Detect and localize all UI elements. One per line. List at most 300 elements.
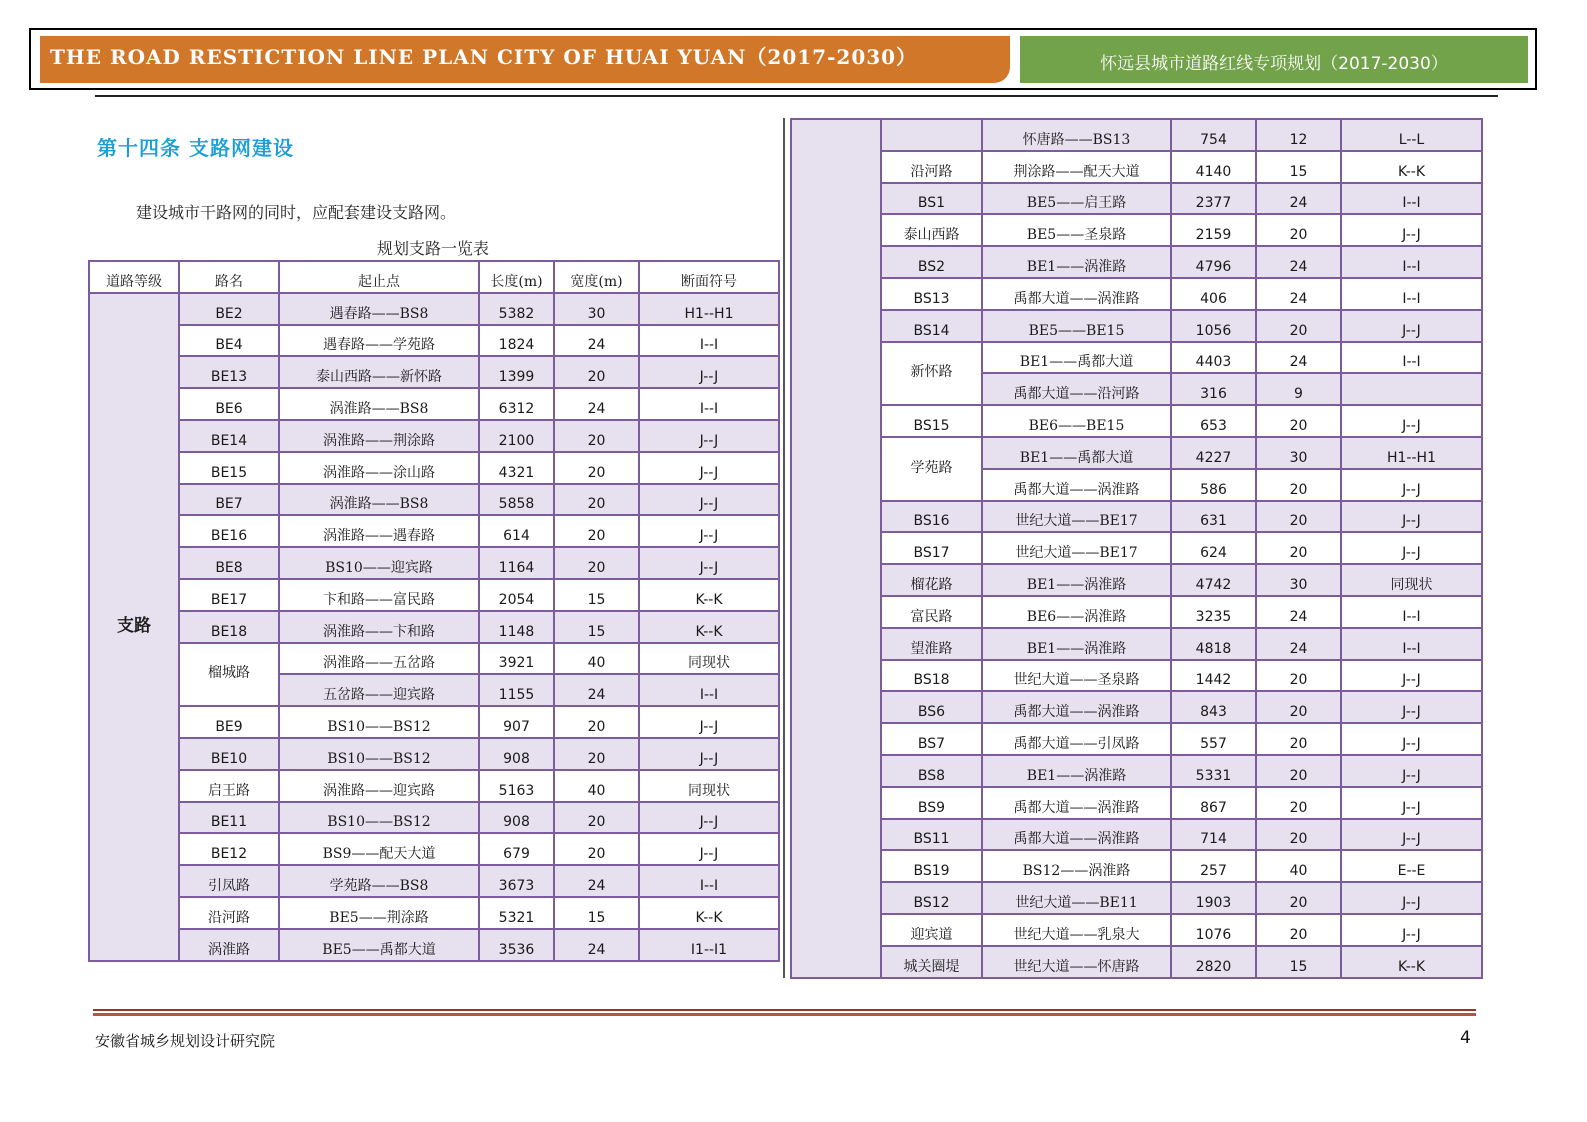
cell-width: 20 <box>1256 469 1341 501</box>
cell-length: 6312 <box>479 388 554 420</box>
cell-length: 2377 <box>1171 183 1256 215</box>
cell-name: BE11 <box>179 802 279 834</box>
table-header-row <box>89 261 779 293</box>
table-row <box>89 356 779 388</box>
cell-span: BE1——涡淮路 <box>982 246 1171 278</box>
cell-length: 679 <box>479 833 554 865</box>
cell-width: 24 <box>1256 596 1341 628</box>
cell-name: BS12 <box>881 882 982 914</box>
footer-divider-accent <box>93 1013 1476 1016</box>
cell-length: 908 <box>479 738 554 770</box>
cell-name: BE4 <box>179 325 279 357</box>
table-row <box>89 738 779 770</box>
cell-width: 24 <box>554 929 639 961</box>
cell-name: 泰山西路 <box>881 214 982 246</box>
table-row <box>791 310 1482 342</box>
cell-section: J--J <box>639 356 779 388</box>
cell-span: BE5——BE15 <box>982 310 1171 342</box>
table-row <box>791 628 1482 660</box>
road-grade-cell <box>791 119 881 978</box>
cell-width: 24 <box>554 325 639 357</box>
cell-length: 3536 <box>479 929 554 961</box>
cell-name: BE2 <box>179 293 279 325</box>
branch-road-table-left <box>88 260 780 962</box>
cell-name: 学苑路 <box>881 437 982 501</box>
cell-length: 2159 <box>1171 214 1256 246</box>
cell-name: BS9 <box>881 787 982 819</box>
cell-name <box>881 119 982 151</box>
intro-paragraph: 建设城市干路网的同时，应配套建设支路网。 <box>136 203 457 222</box>
table-row <box>791 723 1482 755</box>
cell-section <box>1341 373 1482 405</box>
cell-width: 24 <box>554 388 639 420</box>
cell-name: BS18 <box>881 660 982 692</box>
cell-span: 禹都大道——引凤路 <box>982 723 1171 755</box>
cell-name: 涡淮路 <box>179 929 279 961</box>
cell-name: BS13 <box>881 278 982 310</box>
cell-width: 9 <box>1256 373 1341 405</box>
cell-width: 20 <box>1256 405 1341 437</box>
cell-span: BS12——涡淮路 <box>982 850 1171 882</box>
cell-name: 新怀路 <box>881 342 982 406</box>
cell-span: 涡淮路——迎宾路 <box>279 770 479 802</box>
cell-section: J--J <box>1341 214 1482 246</box>
cell-width: 24 <box>1256 278 1341 310</box>
cell-length: 1164 <box>479 547 554 579</box>
table-row <box>791 914 1482 946</box>
cell-span: 禹都大道——涡淮路 <box>982 691 1171 723</box>
table-row <box>89 484 779 516</box>
cell-length: 631 <box>1171 501 1256 533</box>
header-title-english: THE ROAD RESTICTION LINE PLAN CITY OF HUAI YUAN（2017-2030） <box>40 36 1010 83</box>
cell-name: 启王路 <box>179 770 279 802</box>
cell-length: 557 <box>1171 723 1256 755</box>
cell-width: 20 <box>1256 214 1341 246</box>
cell-section: J--J <box>1341 787 1482 819</box>
table-row <box>791 660 1482 692</box>
cell-section: J--J <box>639 515 779 547</box>
cell-section: I--I <box>1341 278 1482 310</box>
page-number: 4 <box>1460 1028 1471 1048</box>
cell-section: I--I <box>639 674 779 706</box>
cell-length: 5321 <box>479 897 554 929</box>
cell-width: 20 <box>1256 723 1341 755</box>
cell-name: 富民路 <box>881 596 982 628</box>
cell-name: 迎宾道 <box>881 914 982 946</box>
cell-span: BE5——启王路 <box>982 183 1171 215</box>
cell-section: I--I <box>639 865 779 897</box>
cell-section: I--I <box>1341 183 1482 215</box>
table-row <box>89 611 779 643</box>
cell-section: K--K <box>639 611 779 643</box>
cell-width: 20 <box>1256 819 1341 851</box>
cell-name: BS19 <box>881 850 982 882</box>
cell-length: 4140 <box>1171 151 1256 183</box>
cell-name: BE17 <box>179 579 279 611</box>
cell-span: 学苑路——BS8 <box>279 865 479 897</box>
cell-width: 15 <box>554 579 639 611</box>
cell-name: BS8 <box>881 755 982 787</box>
cell-width: 40 <box>554 770 639 802</box>
cell-name: BE12 <box>179 833 279 865</box>
cell-section: I--I <box>1341 628 1482 660</box>
cell-length: 3673 <box>479 865 554 897</box>
section-title: 第十四条 支路网建设 <box>97 136 294 160</box>
cell-span: BE5——荆涂路 <box>279 897 479 929</box>
cell-width: 20 <box>1256 501 1341 533</box>
cell-length: 907 <box>479 706 554 738</box>
cell-span: BE5——圣泉路 <box>982 214 1171 246</box>
cell-width: 30 <box>1256 564 1341 596</box>
cell-width: 20 <box>554 802 639 834</box>
header-length: 长度(m) <box>479 261 554 293</box>
cell-span: BE5——禹都大道 <box>279 929 479 961</box>
branch-road-table-right <box>790 118 1483 979</box>
cell-width: 30 <box>554 293 639 325</box>
cell-span: 遇春路——学苑路 <box>279 325 479 357</box>
table-row <box>791 882 1482 914</box>
cell-width: 24 <box>554 674 639 706</box>
cell-width: 20 <box>554 738 639 770</box>
cell-span: BE1——禹都大道 <box>982 437 1171 469</box>
cell-name: BS11 <box>881 819 982 851</box>
cell-width: 20 <box>554 484 639 516</box>
table-row <box>791 119 1482 151</box>
cell-name: BS15 <box>881 405 982 437</box>
cell-span: 禹都大道——涡淮路 <box>982 787 1171 819</box>
cell-length: 3235 <box>1171 596 1256 628</box>
cell-section: H1--H1 <box>639 293 779 325</box>
table-row <box>791 564 1482 596</box>
cell-section: J--J <box>1341 660 1482 692</box>
cell-name: 望淮路 <box>881 628 982 660</box>
table-row <box>791 596 1482 628</box>
cell-section: J--J <box>1341 914 1482 946</box>
table-row <box>791 755 1482 787</box>
cell-section: J--J <box>1341 819 1482 851</box>
header-section: 断面符号 <box>639 261 779 293</box>
cell-width: 15 <box>554 897 639 929</box>
cell-section: J--J <box>639 452 779 484</box>
cell-width: 20 <box>554 833 639 865</box>
cell-length: 5382 <box>479 293 554 325</box>
table-row <box>791 787 1482 819</box>
cell-length: 714 <box>1171 819 1256 851</box>
table-row <box>791 183 1482 215</box>
cell-name: 榴花路 <box>881 564 982 596</box>
cell-length: 614 <box>479 515 554 547</box>
cell-width: 24 <box>1256 628 1341 660</box>
cell-width: 24 <box>554 865 639 897</box>
cell-length: 653 <box>1171 405 1256 437</box>
table-row <box>791 819 1482 851</box>
cell-span: 五岔路——迎宾路 <box>279 674 479 706</box>
cell-span: 涡淮路——涂山路 <box>279 452 479 484</box>
cell-name: 沿河路 <box>179 897 279 929</box>
table-row <box>89 293 779 325</box>
cell-span: 涡淮路——荆涂路 <box>279 420 479 452</box>
table-caption: 规划支路一览表 <box>376 239 489 258</box>
cell-width: 20 <box>1256 787 1341 819</box>
cell-section: K--K <box>1341 946 1482 978</box>
cell-name: 引凤路 <box>179 865 279 897</box>
cell-width: 12 <box>1256 119 1341 151</box>
cell-name: BS16 <box>881 501 982 533</box>
cell-length: 2054 <box>479 579 554 611</box>
cell-name: BE16 <box>179 515 279 547</box>
cell-length: 4403 <box>1171 342 1256 374</box>
cell-section: 同现状 <box>1341 564 1482 596</box>
cell-section: J--J <box>1341 469 1482 501</box>
cell-length: 586 <box>1171 469 1256 501</box>
cell-section: J--J <box>1341 501 1482 533</box>
cell-name: BE14 <box>179 420 279 452</box>
cell-name: BS17 <box>881 532 982 564</box>
cell-width: 20 <box>554 706 639 738</box>
cell-length: 1903 <box>1171 882 1256 914</box>
cell-span: 世纪大道——怀唐路 <box>982 946 1171 978</box>
cell-length: 1076 <box>1171 914 1256 946</box>
table-row <box>89 452 779 484</box>
cell-span: 涡淮路——卞和路 <box>279 611 479 643</box>
cell-section: J--J <box>639 484 779 516</box>
header-title-chinese: 怀远县城市道路红线专项规划（2017-2030） <box>1020 36 1528 83</box>
cell-span: 怀唐路——BS13 <box>982 119 1171 151</box>
cell-name: BS2 <box>881 246 982 278</box>
cell-width: 30 <box>1256 437 1341 469</box>
cell-section: I--I <box>1341 342 1482 374</box>
cell-span: 世纪大道——BE17 <box>982 501 1171 533</box>
cell-span: 禹都大道——涡淮路 <box>982 819 1171 851</box>
cell-width: 24 <box>1256 183 1341 215</box>
header-grade: 道路等级 <box>89 261 179 293</box>
table-row <box>791 850 1482 882</box>
cell-length: 843 <box>1171 691 1256 723</box>
table-row <box>791 501 1482 533</box>
table-row <box>791 342 1482 374</box>
cell-span: BS10——BS12 <box>279 802 479 834</box>
table-row <box>89 420 779 452</box>
cell-length: 4227 <box>1171 437 1256 469</box>
cell-width: 15 <box>1256 151 1341 183</box>
cell-length: 4742 <box>1171 564 1256 596</box>
page-header <box>29 28 1537 90</box>
cell-section: I--I <box>639 388 779 420</box>
cell-section: J--J <box>1341 310 1482 342</box>
table-row <box>791 405 1482 437</box>
cell-span: 涡淮路——BS8 <box>279 388 479 420</box>
table-row <box>89 325 779 357</box>
cell-name: 沿河路 <box>881 151 982 183</box>
cell-section: J--J <box>1341 691 1482 723</box>
cell-span: 世纪大道——BE11 <box>982 882 1171 914</box>
cell-length: 5858 <box>479 484 554 516</box>
cell-name: BS14 <box>881 310 982 342</box>
cell-width: 20 <box>554 515 639 547</box>
table-row <box>791 691 1482 723</box>
table-row <box>89 897 779 929</box>
cell-span: BE6——涡淮路 <box>982 596 1171 628</box>
cell-section: J--J <box>639 547 779 579</box>
cell-section: J--J <box>1341 532 1482 564</box>
cell-width: 15 <box>554 611 639 643</box>
cell-section: H1--H1 <box>1341 437 1482 469</box>
cell-span: 禹都大道——涡淮路 <box>982 278 1171 310</box>
table-row <box>89 833 779 865</box>
cell-span: 禹都大道——沿河路 <box>982 373 1171 405</box>
cell-span: 禹都大道——涡淮路 <box>982 469 1171 501</box>
table-row <box>89 706 779 738</box>
cell-width: 15 <box>1256 946 1341 978</box>
road-grade-cell: 支路 <box>89 293 179 961</box>
cell-width: 20 <box>1256 914 1341 946</box>
cell-span: BS10——BS12 <box>279 706 479 738</box>
cell-length: 1148 <box>479 611 554 643</box>
cell-width: 20 <box>554 547 639 579</box>
cell-length: 624 <box>1171 532 1256 564</box>
table-row <box>89 802 779 834</box>
cell-section: K--K <box>639 897 779 929</box>
cell-section: I--I <box>639 325 779 357</box>
cell-length: 754 <box>1171 119 1256 151</box>
cell-name: BE13 <box>179 356 279 388</box>
cell-length: 257 <box>1171 850 1256 882</box>
table-row <box>89 547 779 579</box>
cell-section: I--I <box>1341 246 1482 278</box>
cell-section: J--J <box>639 706 779 738</box>
cell-span: 涡淮路——遇春路 <box>279 515 479 547</box>
cell-length: 5331 <box>1171 755 1256 787</box>
cell-name: BE8 <box>179 547 279 579</box>
cell-span: BE1——涡淮路 <box>982 628 1171 660</box>
cell-length: 316 <box>1171 373 1256 405</box>
cell-length: 867 <box>1171 787 1256 819</box>
cell-span: BS10——BS12 <box>279 738 479 770</box>
cell-name: BE7 <box>179 484 279 516</box>
cell-section: J--J <box>1341 405 1482 437</box>
cell-section: I1--I1 <box>639 929 779 961</box>
cell-span: 涡淮路——五岔路 <box>279 643 479 675</box>
cell-width: 40 <box>1256 850 1341 882</box>
cell-section: J--J <box>1341 723 1482 755</box>
cell-width: 40 <box>554 643 639 675</box>
cell-span: BE1——涡淮路 <box>982 755 1171 787</box>
cell-length: 2100 <box>479 420 554 452</box>
cell-length: 1442 <box>1171 660 1256 692</box>
cell-name: BE9 <box>179 706 279 738</box>
cell-section: J--J <box>639 738 779 770</box>
cell-name: BE15 <box>179 452 279 484</box>
cell-width: 20 <box>554 452 639 484</box>
cell-width: 20 <box>554 420 639 452</box>
cell-span: BS9——配天大道 <box>279 833 479 865</box>
cell-section: 同现状 <box>639 643 779 675</box>
table-row <box>791 946 1482 978</box>
cell-span: 遇春路——BS8 <box>279 293 479 325</box>
cell-width: 20 <box>1256 310 1341 342</box>
cell-span: BE6——BE15 <box>982 405 1171 437</box>
cell-length: 4796 <box>1171 246 1256 278</box>
table-row <box>791 532 1482 564</box>
cell-length: 3921 <box>479 643 554 675</box>
table-row <box>791 278 1482 310</box>
cell-length: 2820 <box>1171 946 1256 978</box>
cell-section: I--I <box>1341 596 1482 628</box>
column-divider <box>783 118 785 978</box>
header-divider <box>95 95 1498 97</box>
cell-span: 世纪大道——乳泉大 <box>982 914 1171 946</box>
cell-name: BS7 <box>881 723 982 755</box>
cell-width: 24 <box>1256 246 1341 278</box>
cell-length: 5163 <box>479 770 554 802</box>
cell-name: BS1 <box>881 183 982 215</box>
table-row <box>89 770 779 802</box>
table-row <box>89 929 779 961</box>
cell-length: 1824 <box>479 325 554 357</box>
cell-section: E--E <box>1341 850 1482 882</box>
cell-span: 世纪大道——圣泉路 <box>982 660 1171 692</box>
table-row <box>791 246 1482 278</box>
header-name: 路名 <box>179 261 279 293</box>
cell-width: 20 <box>1256 532 1341 564</box>
cell-name: BE6 <box>179 388 279 420</box>
cell-span: 涡淮路——BS8 <box>279 484 479 516</box>
cell-name: BE10 <box>179 738 279 770</box>
cell-length: 1155 <box>479 674 554 706</box>
cell-section: J--J <box>639 802 779 834</box>
table-row <box>89 643 779 675</box>
table-row <box>89 515 779 547</box>
table-row <box>791 214 1482 246</box>
cell-section: J--J <box>1341 882 1482 914</box>
cell-name: 榴城路 <box>179 643 279 707</box>
cell-name: BE18 <box>179 611 279 643</box>
cell-section: J--J <box>639 420 779 452</box>
cell-name: BS6 <box>881 691 982 723</box>
table-row <box>791 437 1482 469</box>
cell-width: 20 <box>1256 755 1341 787</box>
table-row <box>89 388 779 420</box>
cell-length: 908 <box>479 802 554 834</box>
cell-section: L--L <box>1341 119 1482 151</box>
cell-width: 24 <box>1256 342 1341 374</box>
header-width: 宽度(m) <box>554 261 639 293</box>
table-row <box>89 865 779 897</box>
cell-span: BE1——涡淮路 <box>982 564 1171 596</box>
cell-width: 20 <box>1256 882 1341 914</box>
cell-section: K--K <box>639 579 779 611</box>
cell-span: 卞和路——富民路 <box>279 579 479 611</box>
cell-length: 1056 <box>1171 310 1256 342</box>
cell-length: 406 <box>1171 278 1256 310</box>
cell-span: BE1——禹都大道 <box>982 342 1171 374</box>
cell-section: 同现状 <box>639 770 779 802</box>
footer-divider <box>93 1009 1476 1011</box>
cell-section: J--J <box>639 833 779 865</box>
cell-length: 4321 <box>479 452 554 484</box>
footer-organization: 安徽省城乡规划设计研究院 <box>95 1032 276 1050</box>
table-row <box>791 151 1482 183</box>
header-span: 起止点 <box>279 261 479 293</box>
cell-span: BS10——迎宾路 <box>279 547 479 579</box>
cell-length: 1399 <box>479 356 554 388</box>
cell-width: 20 <box>554 356 639 388</box>
table-row <box>89 579 779 611</box>
cell-span: 泰山西路——新怀路 <box>279 356 479 388</box>
cell-length: 4818 <box>1171 628 1256 660</box>
cell-section: K--K <box>1341 151 1482 183</box>
cell-section: J--J <box>1341 755 1482 787</box>
